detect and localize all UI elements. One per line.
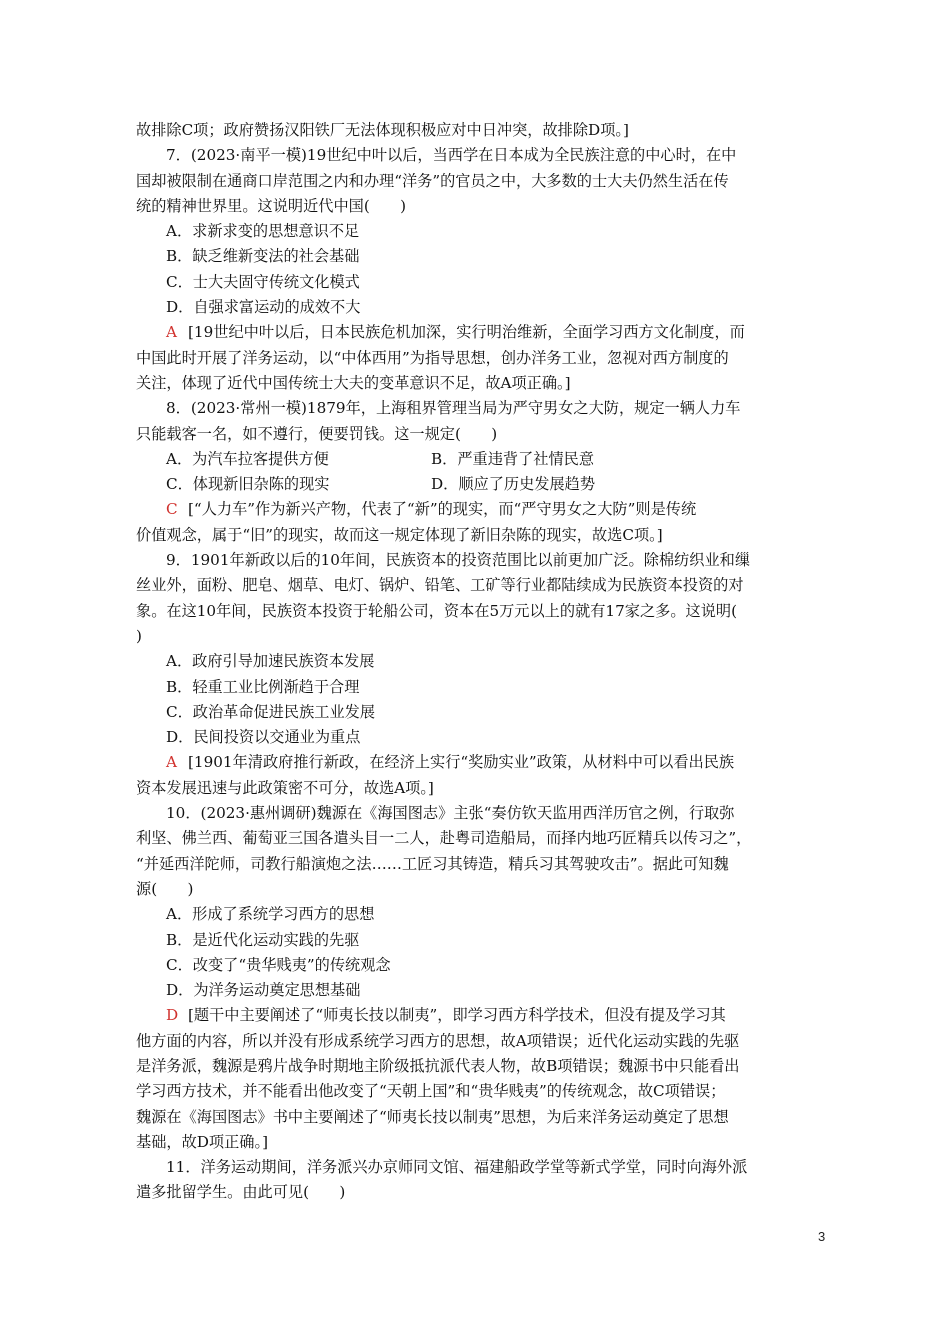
- text-line: 学习西方技术，并不能看出他改变了“天朝上国”和“贵华贱夷”的传统观念，故C项错误；: [136, 1082, 726, 1101]
- text-line: 源( ): [136, 879, 194, 898]
- answer-explanation: [136, 1003, 816, 1028]
- answer-option: C．政治革命促进民族工业发展: [166, 702, 376, 721]
- answer-option: A．政府引导加速民族资本发展: [166, 652, 375, 671]
- answer-letter: C: [166, 500, 178, 519]
- answer-explanation: [136, 320, 816, 345]
- text-line: 他方面的内容，所以并没有形成系统学习西方的思想，故A项错误；近代化运动实践的先驱: [136, 1031, 740, 1050]
- answer-option: C．士大夫固守传统文化模式: [166, 272, 360, 291]
- page-body: [136, 118, 816, 1206]
- answer-option: C．改变了“贵华贱夷”的传统观念: [166, 955, 391, 974]
- answer-explanation: [136, 497, 816, 522]
- text-line: 国却被限制在通商口岸范围之内和办理“洋务”的官员之中，大多数的士大夫仍然生活在传: [136, 171, 729, 190]
- answer-letter: A: [166, 753, 177, 772]
- question-stem: 8．(2023·常州一模)1879年，上海租界管理当局为严守男女之大防，规定一辆人力车: [166, 399, 741, 418]
- answer-explanation: [136, 750, 816, 775]
- answer-option: B．缺乏维新变法的社会基础: [166, 247, 360, 266]
- text-line: 利坚、佛兰西、葡萄亚三国各遣头目一二人，赴粤司造船局，而择内地巧匠精兵以传习之”，: [136, 829, 752, 848]
- explanation-text: [“人力车”作为新兴产物，代表了“新”的现实，而“严守男女之大防”则是传统: [188, 500, 697, 519]
- answer-option: A．形成了系统学习西方的思想: [166, 905, 375, 924]
- text-line: 遣多批留学生。由此可见( ): [136, 1183, 346, 1202]
- text-line: 关注，体现了近代中国传统士大夫的变革意识不足，故A项正确。]: [136, 373, 571, 392]
- answer-option: D．顺应了历史发展趋势: [431, 475, 596, 494]
- answer-option: D．为洋务运动奠定思想基础: [166, 981, 361, 1000]
- text-line: 基础，故D项正确。]: [136, 1132, 269, 1151]
- text-line: 魏源在《海国图志》书中主要阐述了“师夷长技以制夷”思想，为后来洋务运动奠定了思想: [136, 1107, 729, 1126]
- explanation-text: [19世纪中叶以后，日本民族危机加深，实行明治维新，全面学习西方文化制度，而: [188, 323, 745, 342]
- answer-option: C．体现新旧杂陈的现实: [166, 475, 330, 494]
- answer-option: B．轻重工业比例渐趋于合理: [166, 677, 360, 696]
- answer-option: A．为汽车拉客提供方便: [166, 449, 329, 468]
- question-stem: 7．(2023·南平一模)19世纪中叶以后，当西学在日本成为全民族注意的中心时，在中: [166, 146, 737, 165]
- text-line: “并延西洋陀师，司教行船演炮之法……工匠习其铸造，精兵习其驾驶攻击”。据此可知魏: [136, 854, 729, 873]
- text-line: 价值观念，属于“旧”的现实，故而这一规定体现了新旧杂陈的现实，故选C项。]: [136, 525, 663, 544]
- option-row: [136, 472, 816, 497]
- text-line: 只能载客一名，如不遵行，便要罚钱。这一规定( ): [136, 424, 498, 443]
- text-line: 是洋务派，魏源是鸦片战争时期地主阶级抵抗派代表人物，故B项错误；魏源书中只能看出: [136, 1056, 740, 1075]
- answer-option: D．自强求富运动的成效不大: [166, 298, 361, 317]
- answer-option: A．求新求变的思想意识不足: [166, 222, 360, 241]
- answer-option: B．是近代化运动实践的先驱: [166, 930, 360, 949]
- text-line: ): [136, 626, 142, 645]
- answer-letter: D: [166, 1006, 179, 1025]
- text-line: 统的精神世界里。这说明近代中国( ): [136, 196, 407, 215]
- text-line: 中国此时开展了洋务运动，以“中体西用”为指导思想，创办洋务工业，忽视对西方制度的: [136, 348, 729, 367]
- answer-option: B．严重违背了社情民意: [431, 449, 595, 468]
- text-line: 资本发展迅速与此政策密不可分，故选A项。]: [136, 778, 434, 797]
- explanation-text: [1901年清政府推行新政，在经济上实行“奖励实业”政策，从材料中可以看出民族: [188, 753, 735, 772]
- explanation-text: [题干中主要阐述了“师夷长技以制夷”，即学习西方科学技术，但没有提及学习其: [188, 1006, 726, 1025]
- text-line: 象。在这10年间，民族资本投资于轮船公司，资本在5万元以上的就有17家之多。这说明(: [136, 601, 737, 620]
- text-line: 故排除C项；政府赞扬汉阳铁厂无法体现积极应对中日冲突，故排除D项。]: [136, 121, 629, 139]
- text-line: 丝业外，面粉、肥皂、烟草、电灯、锅炉、铅笔、工矿等行业都陆续成为民族资本投资的对: [136, 576, 744, 595]
- option-row: [136, 447, 816, 472]
- question-stem: 10．(2023·惠州调研)魏源在《海国图志》主张“奏仿钦天监用西洋历官之例，行取弥: [166, 804, 735, 823]
- answer-option: D．民间投资以交通业为重点: [166, 728, 361, 747]
- question-stem: 9．1901年新政以后的10年间，民族资本的投资范围比以前更加广泛。除棉纺织业和缫: [166, 551, 751, 570]
- question-stem: 11．洋务运动期间，洋务派兴办京师同文馆、福建船政学堂等新式学堂，同时向海外派: [166, 1158, 748, 1177]
- answer-letter: A: [166, 323, 177, 342]
- page-number: 3: [818, 1229, 826, 1244]
